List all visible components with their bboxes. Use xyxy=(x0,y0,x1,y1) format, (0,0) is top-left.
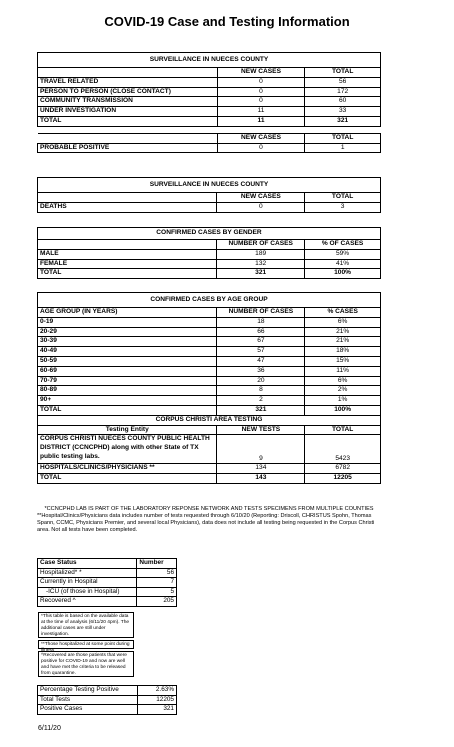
table-row: TRAVEL RELATED 0 56 xyxy=(38,77,381,87)
table-row: CORPUS CHRISTI NUECES COUNTY PUBLIC HEALTH DISTRICT (CCNCPHD) along with other State of TX public testing labs. 9 5423 xyxy=(38,435,381,464)
probable-row: PROBABLE POSITIVE 0 1 xyxy=(38,143,381,153)
table-row: Currently in Hospital 7 xyxy=(38,578,177,588)
table-row: 80-89 8 2% xyxy=(38,386,381,396)
age-table: CONFIRMED CASES BY AGE GROUP AGE GROUP (IN YEARS) NUMBER OF CASES % CASES 0-19 18 6% 20-29 66 21% 30-39 67 21% 40-49 57 18% 50-59 47 15% 60-69 36 11% 70-79 20 6% 80-89 8 2% 90+ 2 1% TOTAL 321 100% CORPUS CHRISTI AREA TESTING Testing Entity NEW TESTS TOTAL CORPUS CHRISTI NUECES COUNTY PUBLIC HEALTH DISTRICT (CCNCPHD) along with other State of TX public testing labs. 9 5423 HOSPITALS/CLINICS/PHYSICIANS ** 134 6782 TOTAL 143 12205 xyxy=(37,292,381,484)
gender-table: CONFIRMED CASES BY GENDER NUMBER OF CASES % OF CASES MALE 189 59% FEMALE 132 41% TOTAL 321 100% xyxy=(37,227,381,279)
testing-note-1: *CCNCPHD LAB IS PART OF THE LABORATORY REPONSE NETWORK AND TESTS SPECIMENS FROM MULTIPLE COUNTIES xyxy=(44,506,374,512)
case-status-note-1: *This table is based on the available data at the time of analysis (6/11/20 4pm). The additional cases are still under investigation. xyxy=(38,612,134,638)
surveillance-table: SURVEILLANCE IN NUECES COUNTY NEW CASES TOTAL TRAVEL RELATED 0 56 PERSON TO PERSON (CLOSE CONTACT) 0 172 COMMUNITY TRANSMISSION 0 60 UNDER INVESTIGATION 11 33 TOTAL 11 321 NEW CASES TOTAL PROBABLE POSITIVE 0 1 xyxy=(37,52,381,153)
deaths-heading: SURVEILLANCE IN NUECES COUNTY xyxy=(38,178,381,193)
table-row: 20-29 66 21% xyxy=(38,327,381,337)
summary-table xyxy=(37,685,177,715)
testing-heading: CORPUS CHRISTI AREA TESTING xyxy=(38,415,381,425)
col-new-cases: NEW CASES xyxy=(217,68,305,78)
total-row: TOTAL 143 12205 xyxy=(38,474,381,484)
table-row: Hospitalized* * 56 xyxy=(38,568,177,578)
table-row: 0-19 18 6% xyxy=(38,317,381,327)
table-row: PERSON TO PERSON (CLOSE CONTACT) 0 172 xyxy=(38,87,381,97)
table-row: Recovered ^ 205 xyxy=(38,597,177,607)
deaths-row: DEATHS 0 3 xyxy=(38,202,381,212)
gender-heading: CONFIRMED CASES BY GENDER xyxy=(38,228,381,240)
case-status-table: Case Status Number Hospitalized* * 56 Currently in Hospital 7 -ICU (of those in Hospital) 5 Recovered ^ 205 xyxy=(37,558,177,607)
table-row: 90+ 2 1% xyxy=(38,396,381,406)
table-row: HOSPITALS/CLINICS/PHYSICIANS ** 134 6782 xyxy=(38,464,381,474)
report-date: 6/11/20 xyxy=(38,725,61,732)
total-row: TOTAL 11 321 xyxy=(38,116,381,126)
table-row: MALE 189 59% xyxy=(38,249,381,259)
page-title: COVID-19 Case and Testing Information xyxy=(104,14,350,29)
table-row: -ICU (of those in Hospital) 5 xyxy=(38,587,177,597)
table-row: UNDER INVESTIGATION 11 33 xyxy=(38,107,381,117)
table-row: 70-79 20 6% xyxy=(38,376,381,386)
col-total: TOTAL xyxy=(305,68,381,78)
table-row: 30-39 67 21% xyxy=(38,337,381,347)
age-heading: CONFIRMED CASES BY AGE GROUP xyxy=(38,293,381,308)
deaths-table: SURVEILLANCE IN NUECES COUNTY NEW CASES TOTAL DEATHS 0 3 xyxy=(37,177,381,213)
table-row: Positive Cases 321 xyxy=(38,705,177,715)
table-row: Percentage Testing Positive 2.63% xyxy=(38,686,177,696)
testing-note-2: **Hospital/Clinics/Physicians data includes number of tests requested through 6/10/20 (Reporting: Driscoll, CHRISTUS Spohn, Thomas Spann, CCMC, Physicians Premier, and several local Physicians), data does not include all testing being requested in the Corpus Christi area. Not all tests have been completed. xyxy=(37,513,375,533)
case-status-note-3: ^Recovered are those patients that were positive for COVID-19 and now are well and have met the criteria to be released from quarantine. xyxy=(38,651,134,677)
total-row: TOTAL 321 100% xyxy=(38,269,381,279)
table-row: 40-49 57 18% xyxy=(38,347,381,357)
table-row: FEMALE 132 41% xyxy=(38,259,381,269)
table-row: 60-69 36 11% xyxy=(38,366,381,376)
table-row: Total Tests 12205 xyxy=(38,695,177,705)
surveillance-heading: SURVEILLANCE IN NUECES COUNTY xyxy=(38,53,381,68)
case-status-note-2: **Those hospitalized at some point during illness xyxy=(38,640,134,649)
table-row: 50-59 47 15% xyxy=(38,356,381,366)
table-row: COMMUNITY TRANSMISSION 0 60 xyxy=(38,97,381,107)
total-row: TOTAL 321 100% xyxy=(38,405,381,415)
